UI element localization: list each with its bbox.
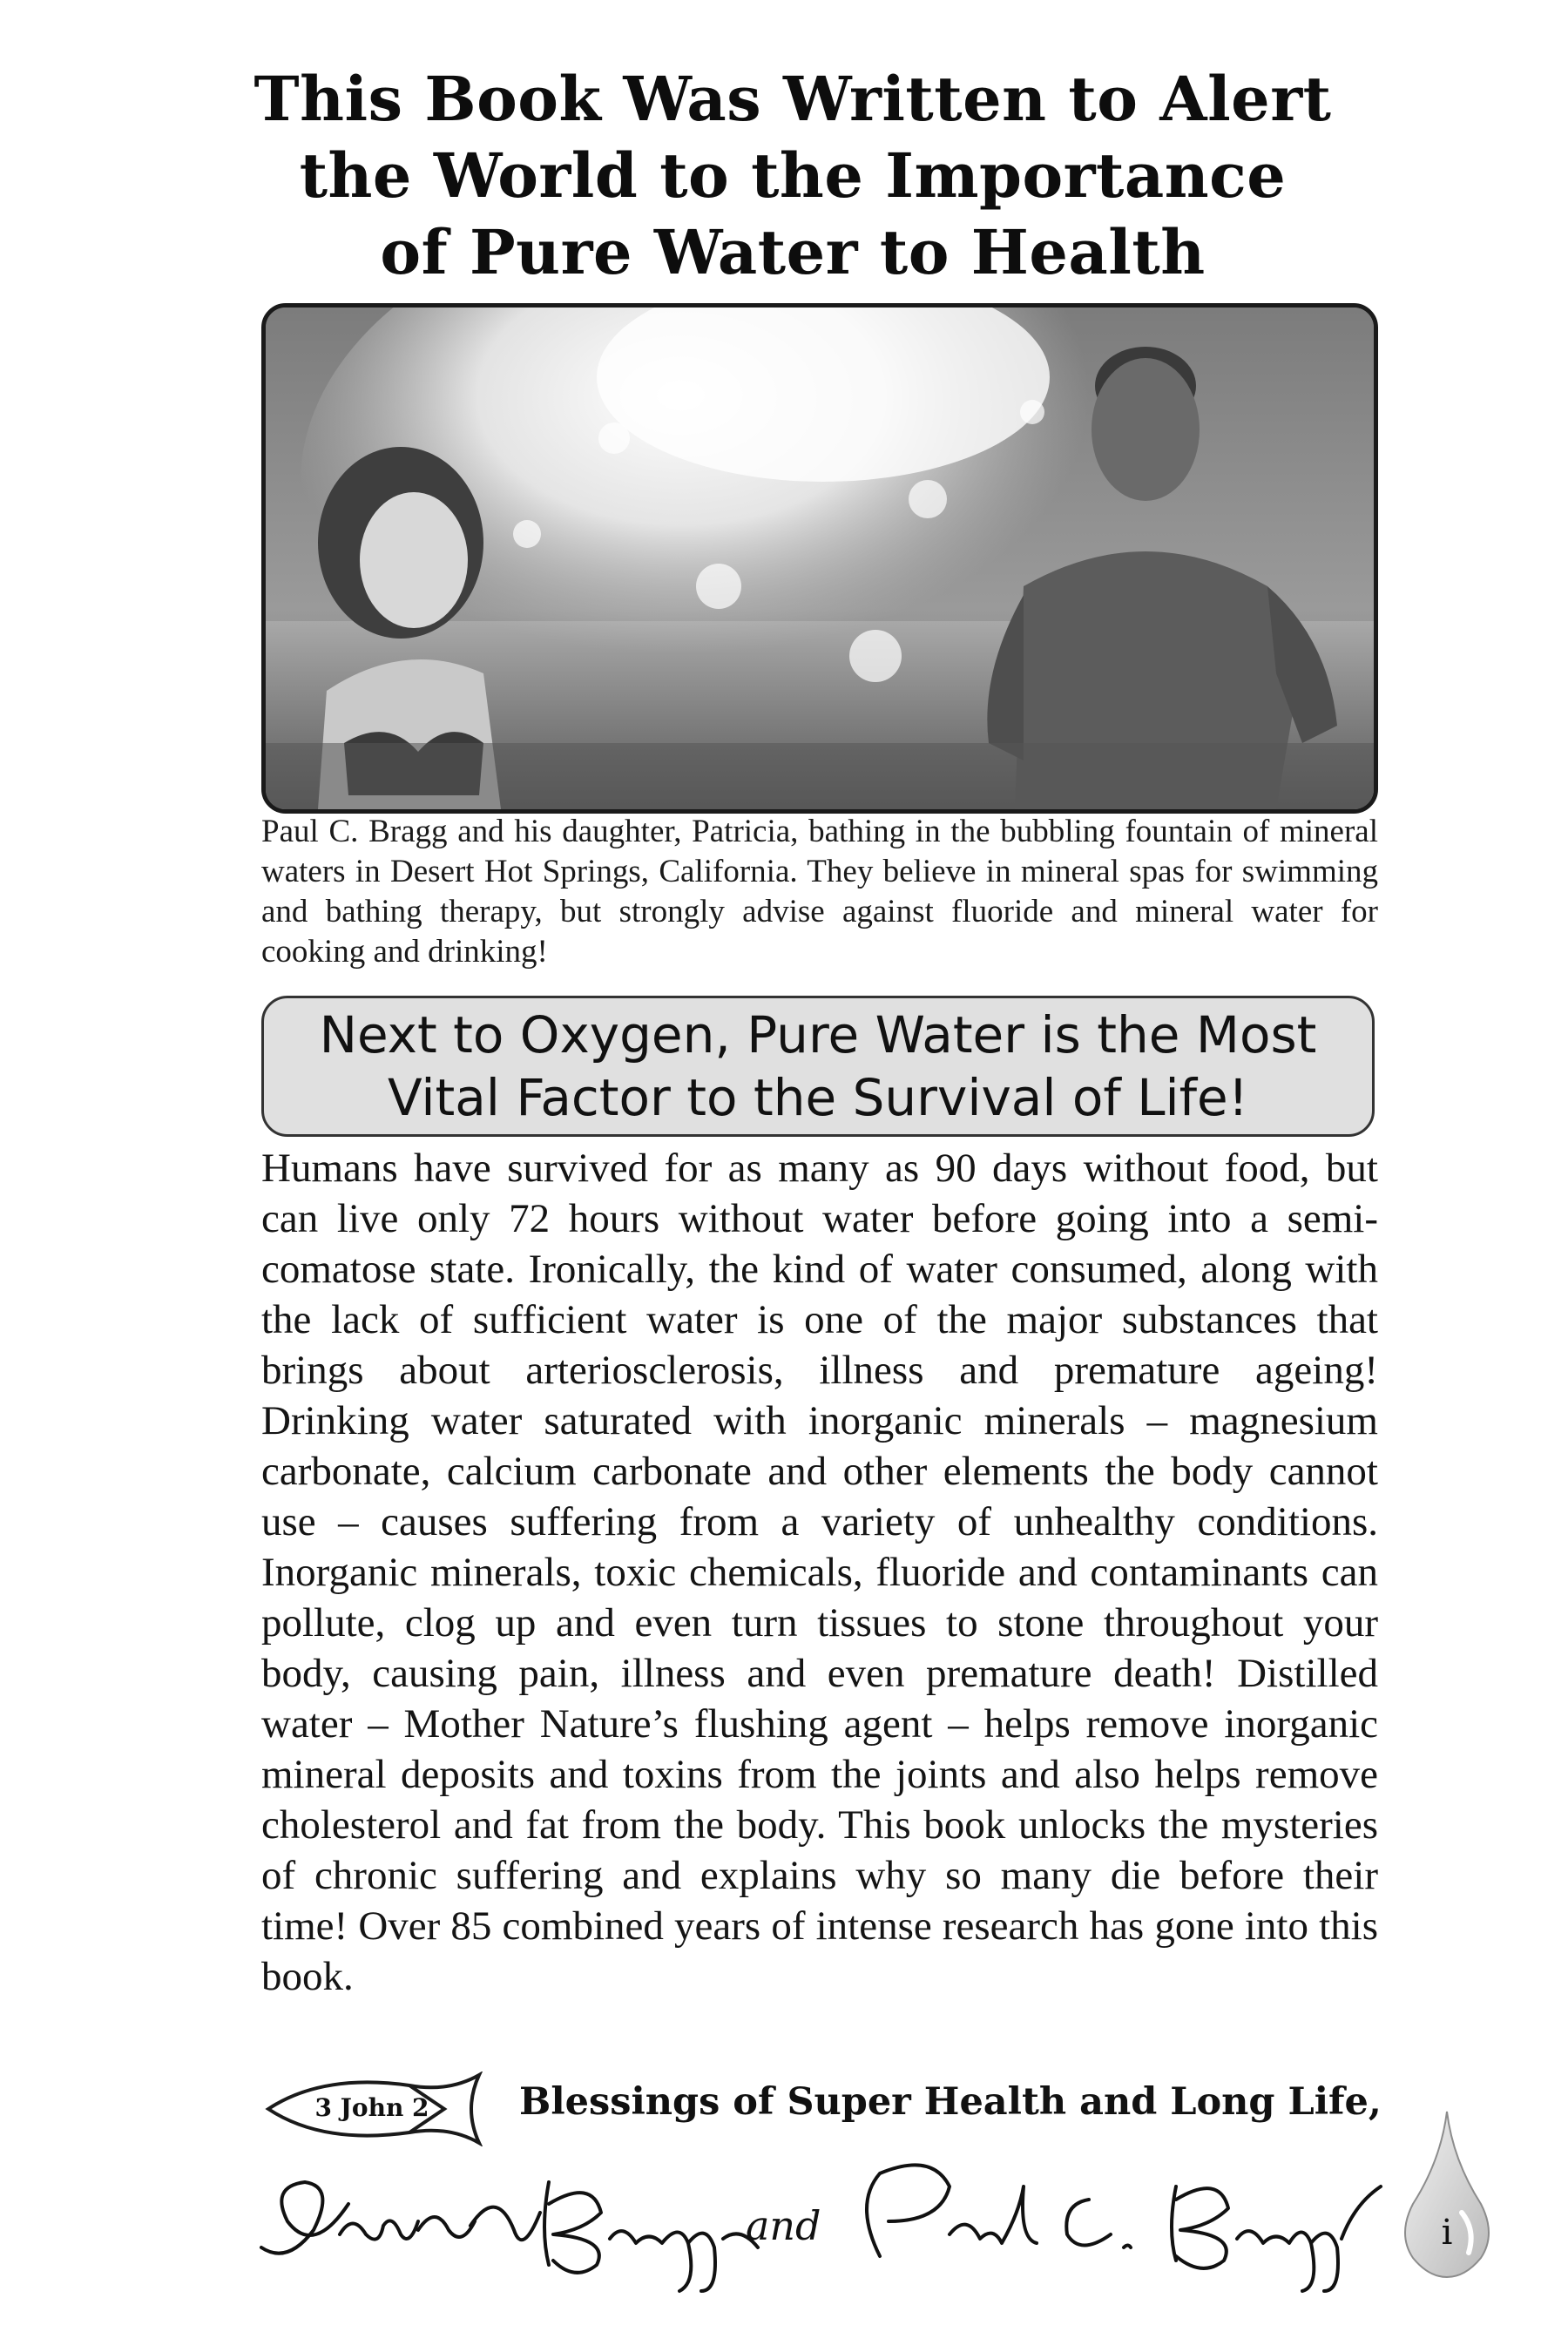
page-number: i bbox=[1441, 2213, 1453, 2253]
callout-line-2: Vital Factor to the Survival of Life! bbox=[387, 1068, 1248, 1127]
closing-blessing: Blessings of Super Health and Long Life, bbox=[519, 2080, 1382, 2124]
bathing-photo bbox=[261, 303, 1378, 814]
title-line-2: the World to the Importance bbox=[299, 139, 1287, 212]
signature-patricia bbox=[261, 2182, 758, 2291]
signatures bbox=[253, 2152, 1385, 2300]
body-paragraph: Humans have survived for as many as 90 days without food, but can live only 72 hours without water before going into a semi-comatose state. Ironically, the kind of water consumed, along with the lack of sufficient water is one of the major substances that brings about arteriosclerosis, illness and premature ageing! Drinking water saturated with inorganic minerals – magnesium carbonate, calcium carbonate and other elements the body cannot use – causes suffering from a variety of unhealthy conditions. Inorganic minerals, toxic chemicals, fluoride and contaminants can pollute, clog up and even turn tissues to stone throughout your body, causing pain, illness and even premature death! Distilled water – Mother Nature’s flushing agent – helps remove inorganic mineral deposits and toxins from the joints and also helps remove cholesterol and fat from the body. This book unlocks the mysteries of chronic suffering and explains why so many die before their time! Over 85 combined years of intense research has gone into this book. bbox=[261, 1146, 1378, 1999]
callout-text bbox=[320, 1004, 1317, 1129]
fish-icon bbox=[261, 2072, 490, 2146]
bathing-photo-image bbox=[266, 308, 1374, 809]
signature-paul bbox=[867, 2165, 1381, 2291]
signature-and: and bbox=[746, 2202, 821, 2249]
page-title bbox=[174, 61, 1411, 291]
title-line-3: of Pure Water to Health bbox=[380, 216, 1206, 288]
photo-caption: Paul C. Bragg and his daughter, Patricia, bathing in the bubbling fountain of mineral waters in Desert Hot Springs, California. They believe in mineral spas for swimming and bathing therapy, but strongly advise against fluoride and mineral water for cooking and drinking! bbox=[261, 814, 1378, 970]
fish-label: 3 John 2 bbox=[314, 2093, 429, 2122]
callout-box bbox=[261, 996, 1375, 1137]
title-line-1: This Book Was Written to Alert bbox=[253, 63, 1332, 135]
water-drop-icon bbox=[1401, 2108, 1493, 2279]
callout-line-1: Next to Oxygen, Pure Water is the Most bbox=[319, 1005, 1317, 1064]
